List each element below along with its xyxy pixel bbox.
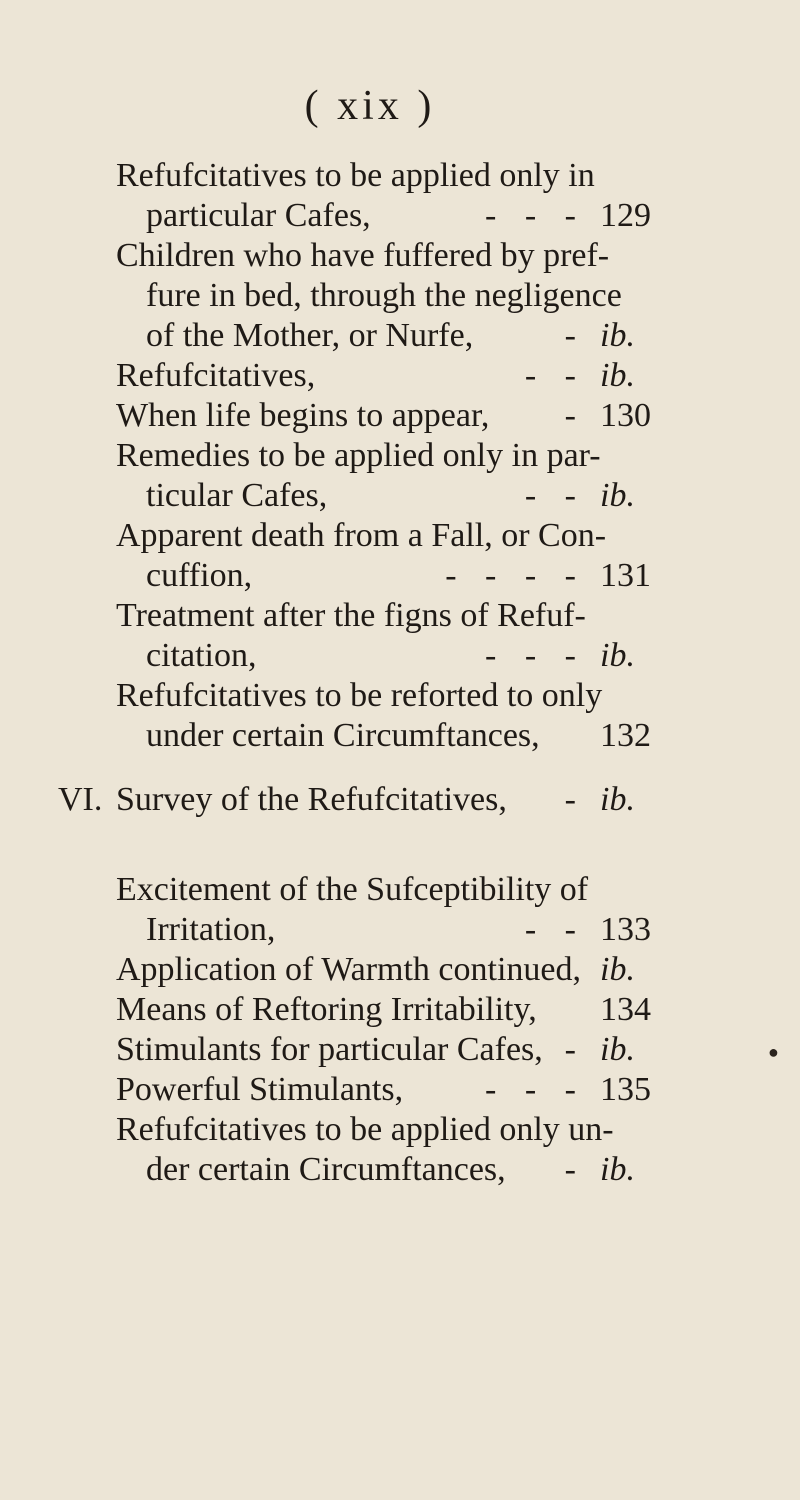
entry-line: Application of Warmth continued, ib. xyxy=(116,950,676,990)
leader-dots: - - - xyxy=(485,197,586,234)
entry-line: Remedies to be applied only in par- xyxy=(116,437,601,474)
entry-line: particular Cafes, - - - 129 xyxy=(116,196,676,236)
section-number: VI. xyxy=(58,781,103,818)
toc-entry xyxy=(116,156,676,236)
toc-entry xyxy=(116,1110,676,1190)
toc-entry xyxy=(116,436,676,516)
ink-speck: ● xyxy=(768,1042,779,1062)
page-number: 131 xyxy=(600,557,651,594)
entry-line: Apparent death from a Fall, or Con- xyxy=(116,517,607,554)
page-number: ib. xyxy=(600,781,635,818)
page-number: 130 xyxy=(600,397,651,434)
leader-dots: - xyxy=(564,397,586,434)
leader-dots: - xyxy=(564,1031,586,1068)
entry-line: cuffion, - - - - 131 xyxy=(116,556,676,596)
entry-line: Irritation, - - 133 xyxy=(116,910,676,950)
page-number: ib. xyxy=(600,1031,635,1068)
entry-line: Excitement of the Sufceptibility of xyxy=(116,871,589,908)
entry-line: fure in bed, through the negligence xyxy=(146,277,622,314)
page-number: ib. xyxy=(600,317,635,354)
toc-entry xyxy=(116,1070,676,1110)
toc-entry xyxy=(116,516,676,596)
page-number: 129 xyxy=(600,197,651,234)
toc-entry xyxy=(116,396,676,436)
entry-line: Refufcitatives to be applied only un- xyxy=(116,1111,614,1148)
toc-entry xyxy=(116,990,676,1030)
toc-entry xyxy=(116,780,676,820)
page-number: 135 xyxy=(600,1071,651,1108)
toc-entry xyxy=(116,356,676,396)
leader-dots: - xyxy=(564,1151,586,1188)
entry-line: under certain Circumftances, 132 xyxy=(116,716,676,756)
entry-line: ticular Cafes, - - ib. xyxy=(116,476,676,516)
leader-dots: - - xyxy=(524,357,586,394)
toc-entry xyxy=(116,596,676,676)
toc-entry xyxy=(116,236,676,356)
entry-line: der certain Circumftances, - ib. xyxy=(116,1150,676,1190)
leader-dots: - xyxy=(564,781,586,818)
page-header: ( xix ) xyxy=(304,83,436,129)
page-number: 133 xyxy=(600,911,651,948)
entry-line: Means of Reftoring Irritability, 134 xyxy=(116,990,676,1030)
leader-dots: - - xyxy=(524,911,586,948)
entry-line: Treatment after the figns of Refuf- xyxy=(116,597,586,634)
toc-entry xyxy=(116,870,676,950)
entry-line: Powerful Stimulants, - - - 135 xyxy=(116,1070,676,1110)
page-number: 134 xyxy=(600,991,651,1028)
leader-dots: - - - xyxy=(485,637,586,674)
entry-line: Stimulants for particular Cafes, - ib. xyxy=(116,1030,676,1070)
page-number: ib. xyxy=(600,637,635,674)
leader-dots: - - - xyxy=(485,1071,586,1108)
toc-entry xyxy=(116,676,676,756)
leader-dots: - - - - xyxy=(445,557,586,594)
entry-line: citation, - - - ib. xyxy=(116,636,676,676)
page-number: ib. xyxy=(600,357,635,394)
leader-dots: - xyxy=(564,317,586,354)
entry-line: Refufcitatives to be reforted to only xyxy=(116,677,603,714)
entry-line: Refufcitatives, - - ib. xyxy=(116,356,676,396)
entry-line: When life begins to appear, - 130 xyxy=(116,396,676,436)
page-number: ib. xyxy=(600,1151,635,1188)
entry-line: Refufcitatives to be applied only in xyxy=(116,157,595,194)
entry-line: of the Mother, or Nurfe, - ib. xyxy=(116,316,676,356)
page-number: 132 xyxy=(600,717,651,754)
page-number: ib. xyxy=(600,477,635,514)
entry-line: Survey of the Refufcitatives, - ib. xyxy=(116,780,676,820)
toc-entry xyxy=(116,950,676,990)
entry-line: Children who have fuffered by pref- xyxy=(116,237,610,274)
leader-dots: - - xyxy=(524,477,586,514)
toc-entry xyxy=(116,1030,676,1070)
page-number: ib. xyxy=(600,951,635,988)
